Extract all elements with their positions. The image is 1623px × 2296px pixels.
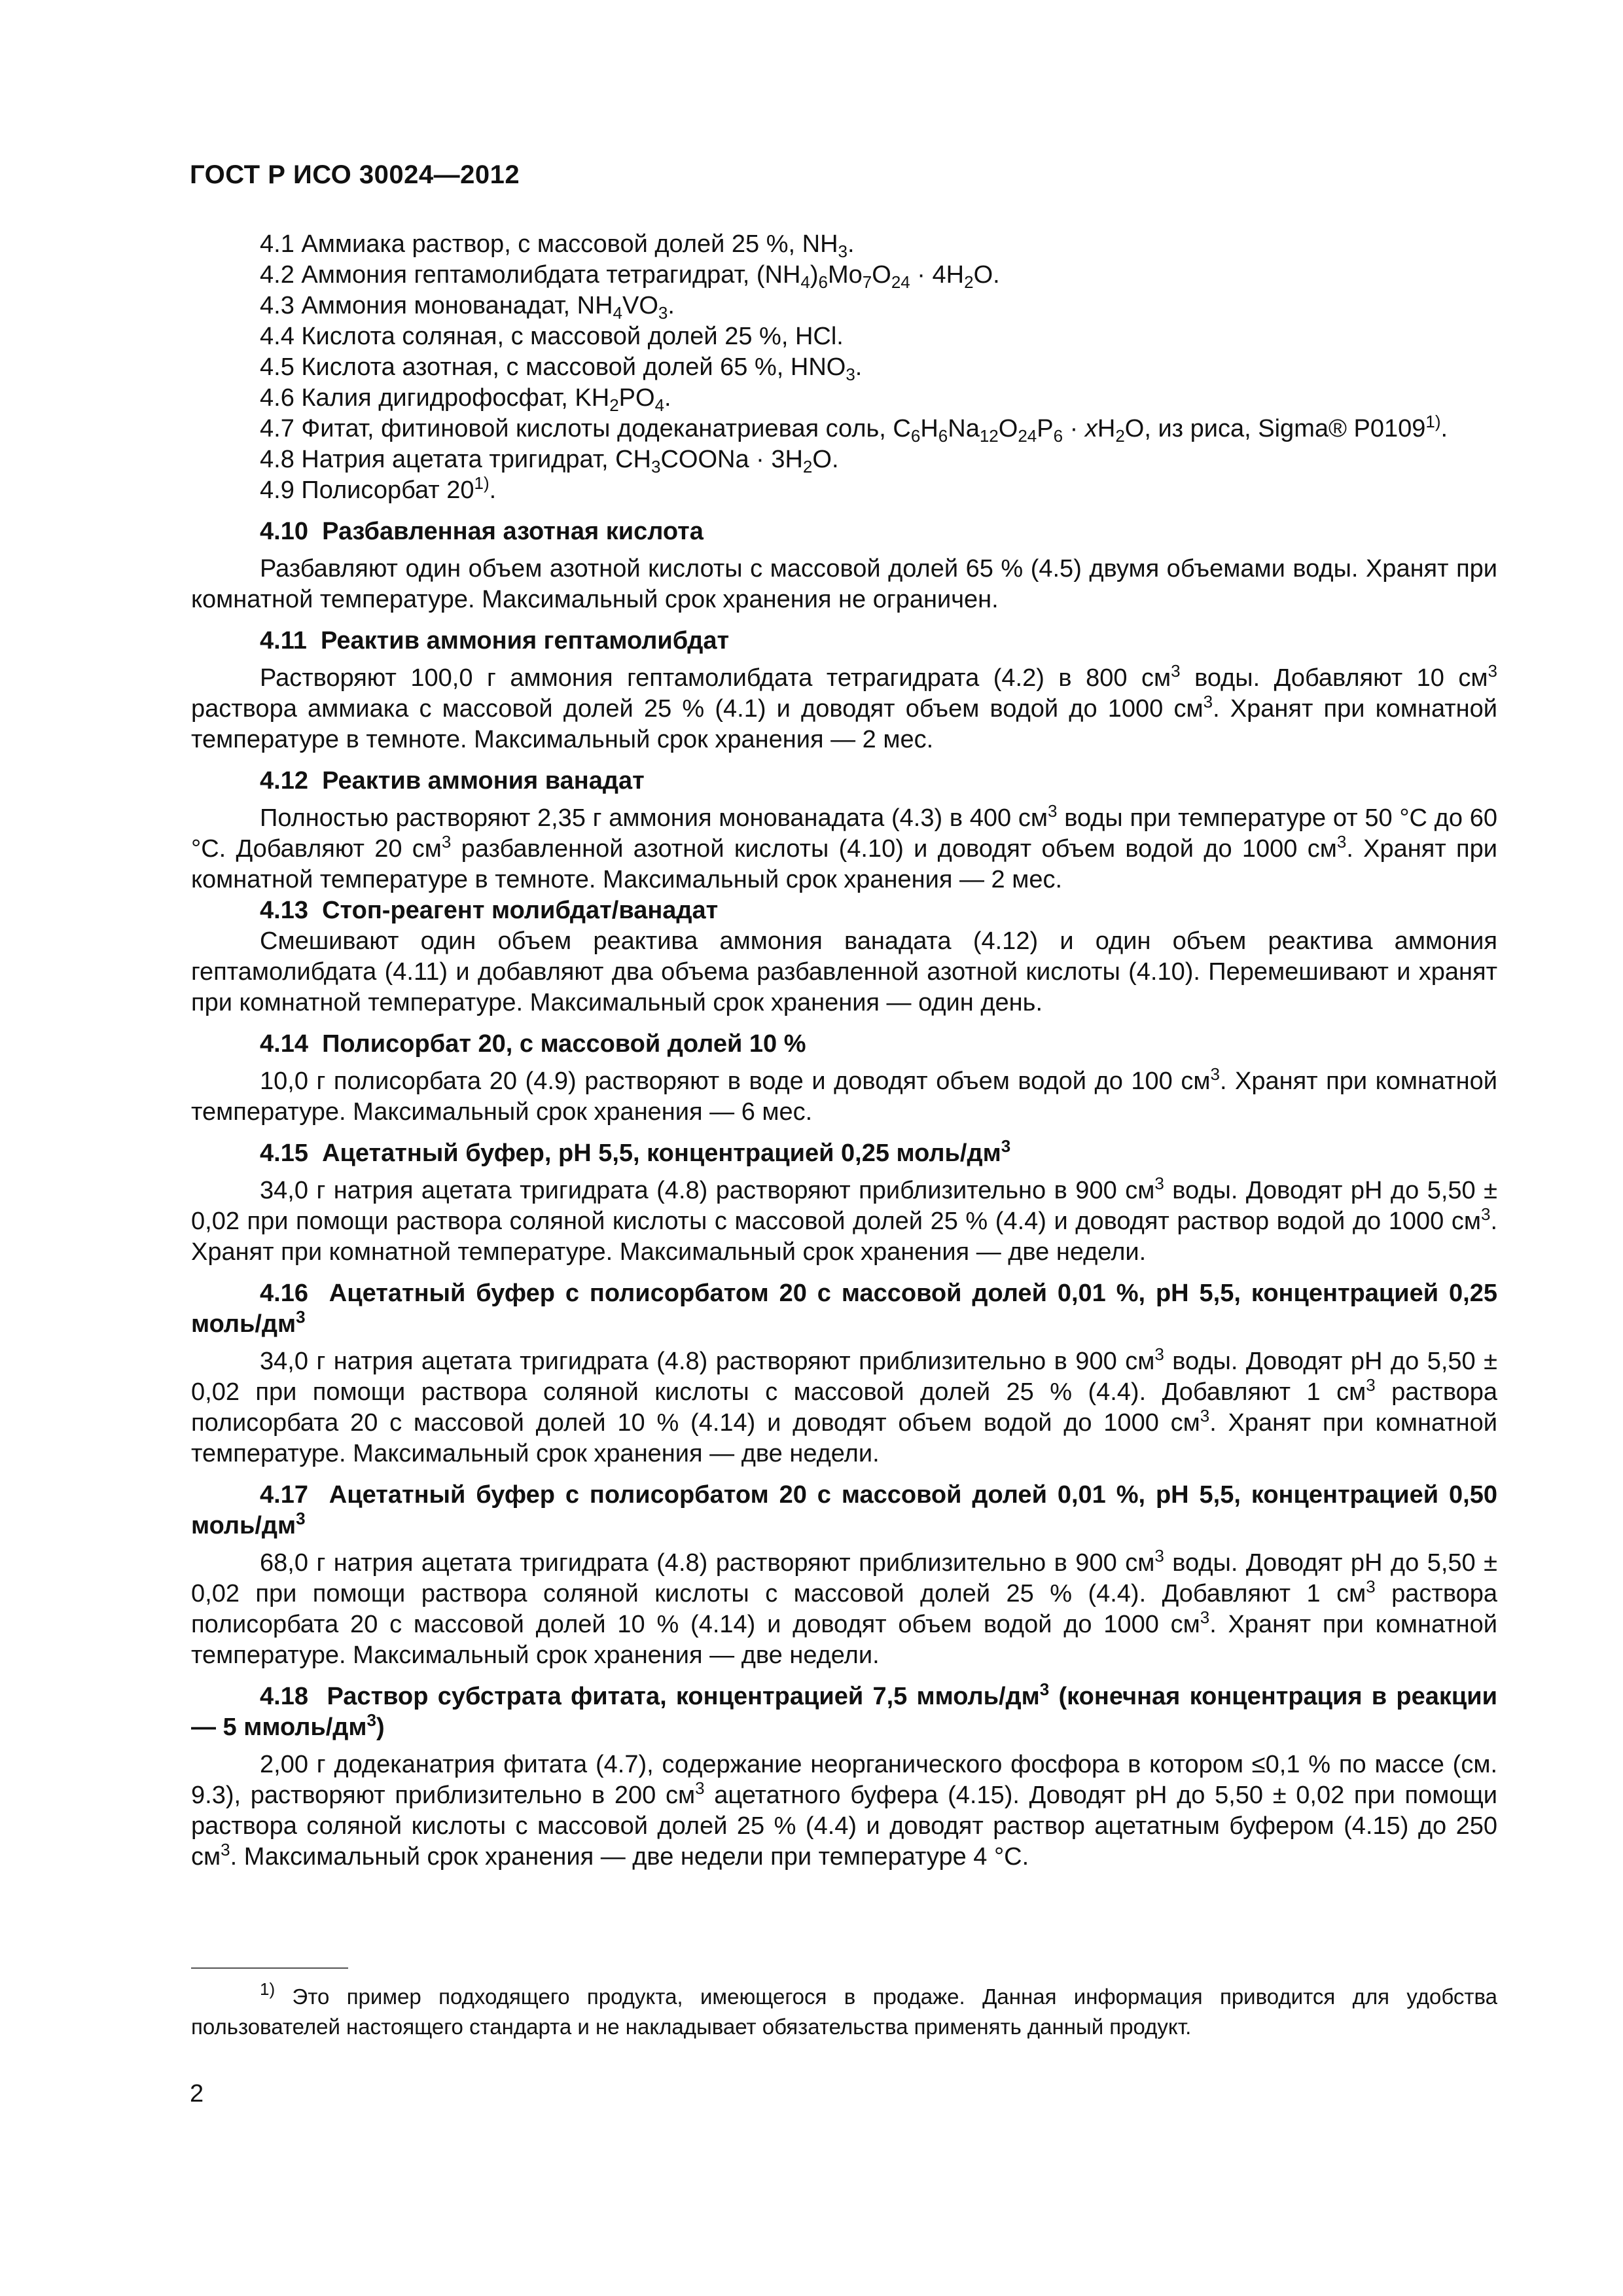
section-heading: 4.13 Стоп-реагент молибдат/ванадат: [260, 897, 719, 924]
page-number: 2: [190, 2080, 204, 2108]
section-body: Разбавляют один объем азотной кислоты с массовой долей 65 % (4.5) двумя объемами воды. Хранят при комнатной температуре. Максимальный срок хранения не ограничен.: [191, 555, 1497, 613]
section-heading: 4.16 Ацетатный буфер с полисорбатом 20 с массовой долей 0,01 %, pH 5,5, концентрацией 0,25 моль/$дм^3$: [191, 1280, 1497, 1338]
list-item: 4.7 Фитат, фитиновой кислоты додеканатриевая соль, $C_6H_6Na_{12}O_{24}P_6 \cdot xH_2O$, из риса, Sigma® P0109$^{1)}$.: [260, 412, 1448, 446]
footnote-marker: 1): [260, 1979, 276, 1999]
list-item: 4.6 Калия дигидрофосфат, $KH_2PO_4$.: [260, 384, 671, 415]
section-heading: 4.18 Раствор субстрата фитата, концентрацией 7,5 ммоль/$дм^3$ (конечная концентрация в реакции — 5 ммоль/$дм^3$): [191, 1679, 1497, 1741]
section-heading: 4.11 Реактив аммония гептамолибдат: [260, 627, 730, 655]
list-item: 4.9 Полисорбат 20$^{1)}$.: [260, 473, 497, 504]
section-body: Смешивают один объем реактива аммония ванадата (4.12) и один объем реактива аммония гептамолибдата (4.11) и добавляют два объема разбавленной азотной кислоты (4.10). Перемешивают и хранят при комнатной температуре. Максимальный срок хранения — один день.: [191, 927, 1497, 1016]
section-heading: 4.15 Ацетатный буфер, pH 5,5, концентрацией 0,25 моль/$дм^3$: [260, 1136, 1011, 1167]
footnote: [191, 1979, 1497, 2042]
footnote-text: Это пример подходящего продукта, имеющегося в продаже. Данная информация приводится для удобства пользователей настоящего стандарта и не накладывает обязательства применять данный продукт.: [191, 1984, 1497, 2039]
section-body: 10,0 г полисорбата 20 (4.9) растворяют в воде и доводят объем водой до 100 $см^3$. Хранят при комнатной температуре. Максимальный срок хранения — 6 мес.: [191, 1064, 1498, 1126]
section-body: Растворяют 100,0 г аммония гептамолибдата тетрагидрата (4.2) в 800 $см^3$ воды. Добавляют 10 $см^3$ раствора аммиака с массовой долей 25 % (4.1) и доводят объем водой до 1000 $см^3$. Хранят при комнатной температуре в темноте. Максимальный срок хранения — 2 мес.: [191, 661, 1497, 753]
list-item: 4.5 Кислота азотная, с массовой долей 65 %, $HNO_3$.: [260, 353, 863, 384]
section-body: 2,00 г додеканатрия фитата (4.7), содержание неорганического фосфора в котором ≤0,1 % по массе (см. 9.3), растворяют приблизительно в 200 $см^3$ ацетатного буфера (4.15). Доводят pH до 5,50 ± 0,02 при помощи раствора соляной кислоты с массовой долей 25 % (4.4) и доводят раствор ацетатным буфером (4.15) до 250 $см^3$. Максимальный срок хранения — две недели при температуре 4 °C.: [191, 1751, 1497, 1871]
section-body: 34,0 г натрия ацетата тригидрата (4.8) растворяют приблизительно в 900 $см^3$ воды. Доводят pH до 5,50 ± 0,02 при помощи раствора соляной кислоты с массовой долей 25 % (4.4). Добавляют 1 $см^3$ раствора полисорбата 20 с массовой долей 10 % (4.14) и доводят объем водой до 1000 $см^3$. Хранят при комнатной температуре. Максимальный срок хранения — две недели.: [191, 1344, 1498, 1467]
section-heading: 4.14 Полисорбат 20, с массовой долей 10 %: [260, 1030, 806, 1058]
footnote-separator: [191, 1967, 348, 1969]
section-body: 68,0 г натрия ацетата тригидрата (4.8) растворяют приблизительно в 900 $см^3$ воды. Доводят pH до 5,50 ± 0,02 при помощи раствора соляной кислоты с массовой долей 25 % (4.4). Добавляют 1 $см^3$ раствора полисорбата 20 с массовой долей 10 % (4.14) и доводят объем водой до 1000 $см^3$. Хранят при комнатной температуре. Максимальный срок хранения — две недели.: [191, 1546, 1498, 1669]
list-item: 4.8 Натрия ацетата тригидрат, $CH_3COONa \cdot 3H_2O$.: [260, 446, 839, 476]
list-item: 4.1 Аммиака раствор, с массовой долей 25 %, $NH_3$.: [260, 230, 855, 261]
section-heading: 4.10 Разбавленная азотная кислота: [260, 518, 704, 545]
section-heading: 4.12 Реактив аммония ванадат: [260, 767, 645, 795]
section-body: 34,0 г натрия ацетата тригидрата (4.8) растворяют приблизительно в 900 $см^3$ воды. Доводят pH до 5,50 ± 0,02 при помощи раствора соляной кислоты с массовой долей 25 % (4.4) и доводят раствор водой до 1000 $см^3$. Хранят при комнатной температуре. Максимальный срок хранения — две недели.: [191, 1174, 1498, 1266]
list-item: 4.4 Кислота соляная, с массовой долей 25 %, HCl.: [260, 323, 844, 350]
document-header: ГОСТ Р ИСО 30024—2012: [190, 160, 520, 189]
section-heading: 4.17 Ацетатный буфер с полисорбатом 20 с массовой долей 0,01 %, pH 5,5, концентрацией 0,50 моль/$дм^3$: [191, 1481, 1497, 1539]
section-body: Полностью растворяют 2,35 г аммония монованадата (4.3) в 400 $см^3$ воды при температуре от 50 °C до 60 °C. Добавляют 20 $см^3$ разбавленной азотной кислоты (4.10) и доводят объем водой до 1000 $см^3$. Хранят при комнатной температуре в темноте. Максимальный срок хранения — 2 мес.: [191, 801, 1497, 893]
list-item: 4.2 Аммония гептамолибдата тетрагидрат, $(NH_4)_6Mo_7O_{24} \cdot 4H_2O$.: [260, 261, 1000, 292]
list-item: 4.3 Аммония монованадат, $NH_4VO_3$.: [260, 292, 675, 323]
document-body: [191, 229, 1497, 1873]
